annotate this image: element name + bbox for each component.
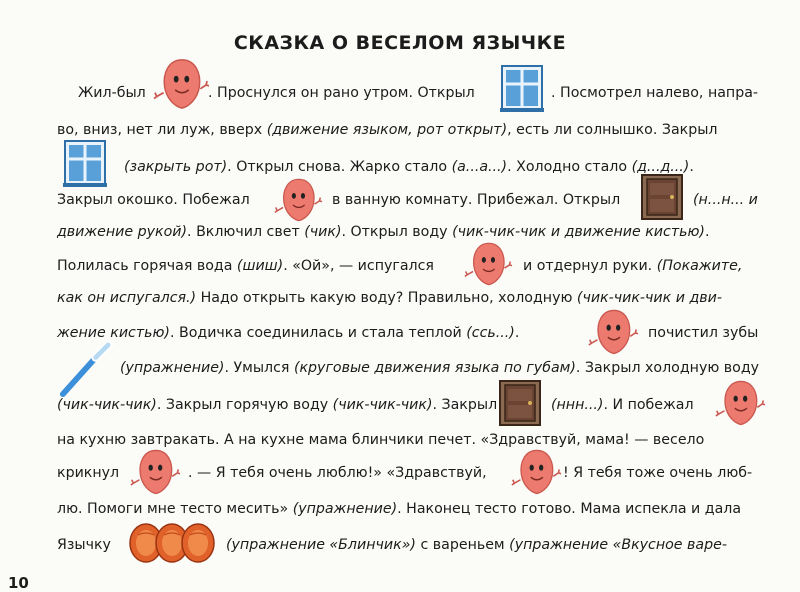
text-line-8b: почистил зубы (648, 325, 759, 341)
text-line-6b: и отдернул руки. (Покажите, (523, 258, 743, 274)
tongue-icon (712, 378, 768, 428)
door-icon (498, 380, 544, 428)
text-line-14b: (упражнение «Блинчик») с вареньем (упражнение «Вкусное варе- (226, 537, 727, 553)
text-line-4c: (н...н... и (693, 192, 758, 208)
tongue-icon (270, 176, 326, 224)
text-line-9: (упражнение). Умылся (круговые движения языка по губам). Закрыл холодную воду (120, 360, 760, 376)
door-icon (640, 174, 686, 222)
tongue-icon (460, 240, 516, 288)
window-closed-icon (63, 139, 109, 189)
text-line-12b: . — Я тебя очень люблю!» «Здравствуй, (188, 465, 487, 481)
text-line-12: крикнул (57, 465, 120, 481)
text-line-11: на кухню завтракать. А на кухне мама блинчики печет. «Здравствуй, мама! — весело (57, 432, 705, 448)
text-line-12c: ! Я тебя тоже очень люб- (563, 465, 753, 481)
text-line-5: движение рукой). Включил свет (чик). Открыл воду (чик-чик-чик и движение кистью). (57, 224, 710, 240)
text-line-2: во, вниз, нет ли луж, вверх (движение языком, рот открыт), есть ли солнышко. Закрыл (57, 122, 718, 138)
tongue-icon (508, 447, 564, 497)
text-line-7: как он испугался.) Надо открыть какую воду? Правильно, холодную (чик-чик-чик и дви- (57, 290, 722, 306)
pancakes-icon (128, 520, 218, 566)
text-line-4: Закрыл окошко. Побежал (57, 192, 250, 208)
text-line-13: лю. Помоги мне тесто месить» (упражнение). Наконец тесто готово. Мама испекла и дала (57, 501, 742, 517)
text-line-10b: (ннн...). И побежал (551, 397, 694, 413)
text-line-1: Жил-был (78, 85, 146, 101)
text-line-1c: . Посмотрел налево, напра- (551, 85, 759, 101)
page-title: СКАЗКА О ВЕСЕЛОМ ЯЗЫЧКЕ (233, 32, 567, 54)
text-line-3: (закрыть рот). Открыл снова. Жарко стало (а...а...). Холодно стало (д...д...). (124, 159, 694, 175)
tongue-icon (585, 307, 641, 357)
text-line-14: Язычку (57, 537, 111, 553)
window-open-icon (500, 64, 546, 114)
toothbrush-icon (58, 340, 116, 398)
text-line-10: (чик-чик-чик). Закрыл горячую воду (чик-чик-чик). Закрыл (57, 397, 498, 413)
text-line-6: Полилась горячая вода (шиш). «Ой», — испугался (57, 258, 434, 274)
text-line-1b: . Проснулся он рано утром. Открыл (208, 85, 475, 101)
tongue-icon (153, 55, 209, 113)
page-number: 10 (8, 574, 29, 592)
text-line-8: жение кистью). Водичка соединилась и стала теплой (ссь...). (57, 325, 520, 341)
tongue-icon (127, 447, 183, 497)
text-line-4b: в ванную комнату. Прибежал. Открыл (332, 192, 621, 208)
